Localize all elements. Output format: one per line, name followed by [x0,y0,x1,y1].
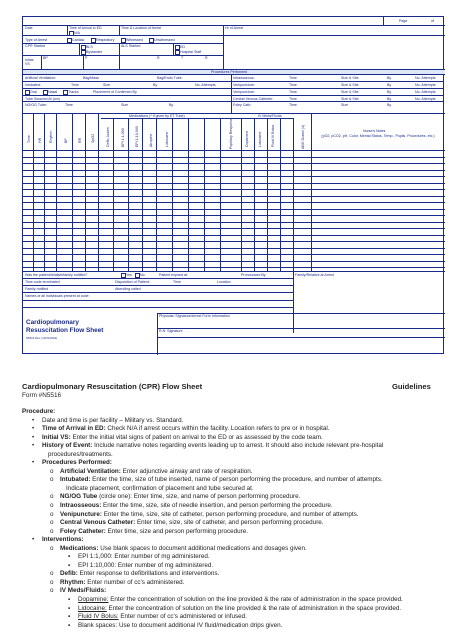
bullet: o [50,510,54,518]
guideline-text: EPI 1:10,000: Enter number of mg administered. [78,561,214,569]
col-bp: BP [64,138,68,143]
col-lidocaine: Lidocaine [165,131,169,147]
cvc-size-site-label: Size & Site [341,96,359,101]
guideline-item [22,434,452,443]
foley-cath-label: Foley Cath: [233,102,252,107]
respiratory-label: Respiratory [96,37,115,42]
cardiac-label: Cardiac [72,37,85,42]
time-location-arrest-label: Time & Location of Arrest [121,26,162,30]
bullet: o [50,578,54,586]
bullet: ▪ [68,553,71,561]
vp1-attempts-label: No. Attempts [415,83,436,87]
guideline-term: Intraosseous: [60,502,102,510]
guideline-item [22,476,452,485]
als-started-label: ALS Started [121,44,141,48]
disposition-location-label: Location [217,279,231,284]
guideline-item [22,519,452,528]
guideline-item [22,425,452,434]
guideline-item [22,459,452,468]
tracks-label: Tracks [68,89,79,94]
grid-row-line [23,170,445,171]
guideline-term: History of Event: [42,442,93,450]
vp2-by-label: By [387,89,392,94]
no-label: No [140,272,145,277]
grid-row-line [23,163,445,164]
procedures-performed-label: Procedures Performed [211,70,248,74]
grid-row-line [23,241,445,242]
foley-size-label: Size [341,102,348,107]
form-title [26,319,103,334]
central-venous-label: Central Venous Catheter: [233,96,274,101]
col-atropine: Atropine [149,133,153,147]
bullet: o [50,502,54,510]
bullet: o [50,544,54,552]
venipuncture-2-label: Venipuncture: [233,89,255,94]
ng-time-label: Time [65,102,73,107]
bullet: • [32,459,35,467]
bullet: ▪ [68,604,71,612]
vp2-time-label: Time [289,89,297,94]
grid-row-line [23,215,445,216]
intubated-attempts-label: No. Attempts [195,83,216,87]
guideline-term: Time of Arrival in ED: [42,425,106,433]
intraosseous-label: Intraosseous: [233,76,255,80]
guideline-item [22,570,452,579]
col-iv-lidocaine: Lidocaine [258,131,262,147]
grid-row-line [23,267,445,268]
intubated-size-label: Size [103,83,110,87]
cvc-time-label: Time [289,96,297,101]
bullet: • [32,442,35,450]
bullet: • [32,416,35,424]
bls-label: BLS [86,44,93,49]
guideline-text: Check N/A if arrest occurs within the facility. Location refers to pre or in hospital. [105,425,330,433]
bag-mask-label: Bag/Mask [83,76,99,80]
guideline-item [22,468,452,477]
date-label: Date [25,26,33,30]
guideline-text: procedures/treatments. [48,450,113,458]
grid-row-line [23,228,445,229]
ed-label: ED [180,44,185,49]
guideline-text: Enter the time, size, site of needle insertion, and person performing the procedure. [101,502,333,510]
na-label: N/A [74,30,80,35]
guideline-term: NG/OG Tube [60,493,98,501]
guidelines-right-title: Guidelines [392,382,431,391]
form-number-small: N5516 Rev. (12/31/2002) [26,336,58,340]
guideline-text: Blank spaces: Use to document additional IV fluid/medication drips given. [78,621,283,629]
bullet: • [32,536,35,544]
disposition-label: Disposition of Patient: [115,279,150,284]
guideline-item [22,579,452,588]
bullet: ▪ [68,561,71,569]
physician-signature-label: Physician Signature/Arrest Form Information [159,314,230,318]
guideline-text: Enter the time, size, site of catheter, person performing procedure, and number of attempts. [101,510,359,518]
guideline-term: Venipuncture: [60,510,102,518]
rn-signature-label: R.N. Signature [159,329,183,333]
family-notified-label: Family notified [25,286,49,291]
guideline-text: Use blank spaces to document additional medications and dosages given. [98,544,307,552]
attending-called-label: Attending called [115,286,141,291]
nurse-notes-title: Nurse's Notes [363,129,386,133]
patient-expired-label: Patient expired at: [159,272,188,277]
vp2-size-site-label: Size & Site [341,89,359,94]
col-pupillary: Pupillary Response [229,118,233,149]
bullet: o [50,476,54,484]
col-abg: ABG Drawn (x) [301,124,305,149]
venipuncture-1-label: Venipuncture: [233,83,255,87]
oral-label: Oral [30,89,37,94]
guideline-term: Initial VS: [42,433,71,441]
guideline-term: Intubated: [60,476,91,484]
grid-row-line [23,202,445,203]
foley-by-label: By [387,102,392,107]
vs-r-label: R [157,56,160,60]
guideline-term: IV Meds/Fluids: [60,587,107,595]
vp1-by-label: By [387,83,392,87]
guideline-item [22,553,452,562]
vp2-attempts-label: No. Attempts [415,89,436,94]
bullet: ▪ [68,621,71,629]
guideline-term: Artificial Ventilation: [60,467,121,475]
procedure-heading: Procedure: [22,408,56,415]
arrest-type-label: Type of Arrest [25,38,48,42]
intubated-by-label: By [153,83,158,87]
guideline-text: Include narrative notes regarding events leading up to arrest. It should also include relevant pre-hospital [92,442,384,450]
foley-time-label: Time [289,102,297,107]
guideline-term: Central Venous Catheter: [60,519,136,527]
cpr-started-label: CPR Started [25,44,46,48]
col-fluid-bolus: Fluid IV Bolus [271,124,275,147]
grid-row-line [23,196,445,197]
guideline-text: Enter time, size, site of catheter, and person performing procedure. [135,519,324,527]
guideline-term: Rhythm: [60,578,86,586]
family-at-arrest-label: Family/Relative at Arrest [295,272,334,277]
guideline-text: Enter time, size and person performing procedure. [105,527,248,535]
ng-by-label: By [169,102,174,107]
guideline-item [22,545,452,554]
guideline-item [22,485,452,494]
vs-t-label: T [181,56,184,60]
guideline-item [22,587,452,596]
io-attempts-label: No. Attempts [415,76,436,80]
bullet: • [32,425,35,433]
grid-row-line [23,157,445,158]
guideline-text: EPI 1:1,000: Enter number of mg administered. [78,553,210,561]
col-hr: HR [38,137,42,143]
guideline-term: Procedures Performed: [42,459,112,467]
cvc-attempts-label: No. Attempts [415,96,436,101]
bullet: o [50,493,54,501]
guideline-term: Lidocaine: [78,604,107,612]
iv-header: IV Meds/Fluids [258,114,282,118]
col-defib: Defib Joules [106,127,110,147]
guideline-item [22,605,452,614]
col-epi-1000: EPI 1:1,000 [121,128,125,147]
guideline-text: (circle one): Enter time, size, and name of person performing procedure. [97,493,301,501]
artificial-ventilation-label: Artificial Ventilation: [25,76,57,80]
yes-label: Yes [126,272,132,277]
bystander-label: Bystander [86,49,103,54]
tube-secured-label: Tube Secured At (cm) [25,96,60,101]
guideline-text: Enter the initial vital signs of patient on arrival to the ED or as assessed by the code team. [70,433,323,441]
nurse-notes-sub: (pO2, pCO2, pH, Color, Mental Status, Temp., Pupils, Procedures, etc.) [321,134,435,138]
grid-row-line [23,248,445,249]
col-rr: RR [78,137,82,143]
hr-arrest-label: Hr of Arrest [225,26,244,30]
nasal-label: Nasal [48,89,58,94]
ng-size-label: Size [121,102,128,107]
guideline-term: Defib: [60,570,78,578]
unwitnessed-label: Unwitnessed [154,37,175,42]
grid-row-line [23,176,445,177]
intubated-label: Intubated: [25,83,41,87]
guideline-item [22,493,452,502]
bullet: o [50,519,54,527]
time-arrival-label: Time of Arrival in ED [69,26,102,30]
bullet: o [50,467,54,475]
vs-bp-label: BP [43,56,48,60]
guidelines-list [22,408,452,630]
guideline-text: Enter number of cc's administered. [85,578,185,586]
grid-row-line [23,183,445,184]
intubated-time-label: Time [71,83,79,87]
medications-header: Medications (* if given by ET Tube) [129,114,185,118]
guideline-text: Enter the concentration of solution on the line provided & the rate of administration in the space provided. [106,604,402,612]
guideline-term: Foley Catheter: [60,527,106,535]
ng-og-tube-label: NG/OG Tube: [25,102,47,107]
grid-row-line [23,235,445,236]
procedures-right [233,75,445,113]
bullet: ▪ [68,596,71,604]
form-title-line2: Resuscitation Flow Sheet [26,326,104,334]
col-rhythm: Rhythm [49,130,53,143]
bag-endo-tube-label: Bag/Endo Tube [157,76,182,80]
disposition-time-label: Time [173,279,181,284]
form-title-line1: Cardiopulmonary [26,319,79,326]
guideline-text: Enter the concentration of solution on the line provided & the rate of administration in the space provided. [108,596,403,604]
col-time: Time [27,135,31,143]
vp1-size-site-label: Size & Site [341,83,359,87]
guideline-text: Date and time is per facility – Military vs. Standard. [42,416,184,424]
guideline-text: Enter response to defibrillations and interventions. [77,570,220,578]
time-code-terminated-label: Time code terminated [25,279,60,284]
io-size-site-label: Size & Site [341,76,359,80]
grid-row-line [23,222,445,223]
initial-vs-label: Initial VS [25,58,34,66]
guideline-text: Indicate placement, confirmation of placement and tube secured at. [66,484,254,492]
of-label: of [431,19,434,23]
grid-row-line [23,261,445,262]
col-epi-10000: EPI 1:10,000 [135,126,139,147]
guideline-item [22,442,452,451]
guideline-term: Medications: [60,544,99,552]
io-time-label: Time [289,76,297,80]
guideline-text: Enter the time, size of tube inserted, name of person performing the procedure, and number of attempts. [90,476,383,484]
guideline-item [22,502,452,511]
col-spo2: SpO2 [91,133,95,143]
placement-confirmed-label: Placement of Confirmed By [93,89,137,94]
guideline-item [22,536,452,545]
guideline-item [22,511,452,520]
hospital-staff-label: Hospital Staff [180,49,202,54]
family-notified-question: Was the patient/relative/family notified? [25,272,88,277]
grid-row-line [23,254,445,255]
bullet: o [50,587,54,595]
bullet: o [50,570,54,578]
witnessed-label: Witnessed [126,37,143,42]
guideline-item [22,613,452,622]
bullet: ▪ [68,613,71,621]
grid-row-line [23,209,445,210]
vp1-time-label: Time [289,83,297,87]
guidelines-title: Cardiopulmonary Resuscitation (CPR) Flow Sheet [22,382,203,391]
guideline-item [22,562,452,571]
bullet: o [50,527,54,535]
guideline-term: Interventions: [42,536,84,544]
guideline-item [22,596,452,605]
guideline-item [22,528,452,537]
page-label: Page [399,19,408,23]
guideline-term: Dopamine: [78,596,109,604]
guideline-text: Enter number of cc's administered or infused. [118,613,247,621]
pronounced-by-label: Pronounced By [241,272,266,277]
vs-p-label: P [85,56,88,60]
cvc-by-label: By [387,96,392,101]
guideline-item [22,451,452,460]
procedures-left [23,75,231,113]
guideline-item [22,622,452,631]
guideline-text: Enter adjunctive airway and rate of respiration. [120,467,253,475]
guidelines-form-number: Form #N5516 [22,392,62,399]
grid-row-line [23,150,445,151]
cpr-flow-sheet-form [22,16,444,354]
vs-r2-label: R [205,56,208,60]
grid-row-line [23,189,445,190]
guideline-term: Fluid IV Bolus: [78,613,119,621]
names-present-label: Names of all individuals present at code: [25,293,90,298]
col-dopamine: Dopamine [245,130,249,147]
guideline-item [22,417,452,426]
bullet: • [32,433,35,441]
io-by-label: By [387,76,392,80]
